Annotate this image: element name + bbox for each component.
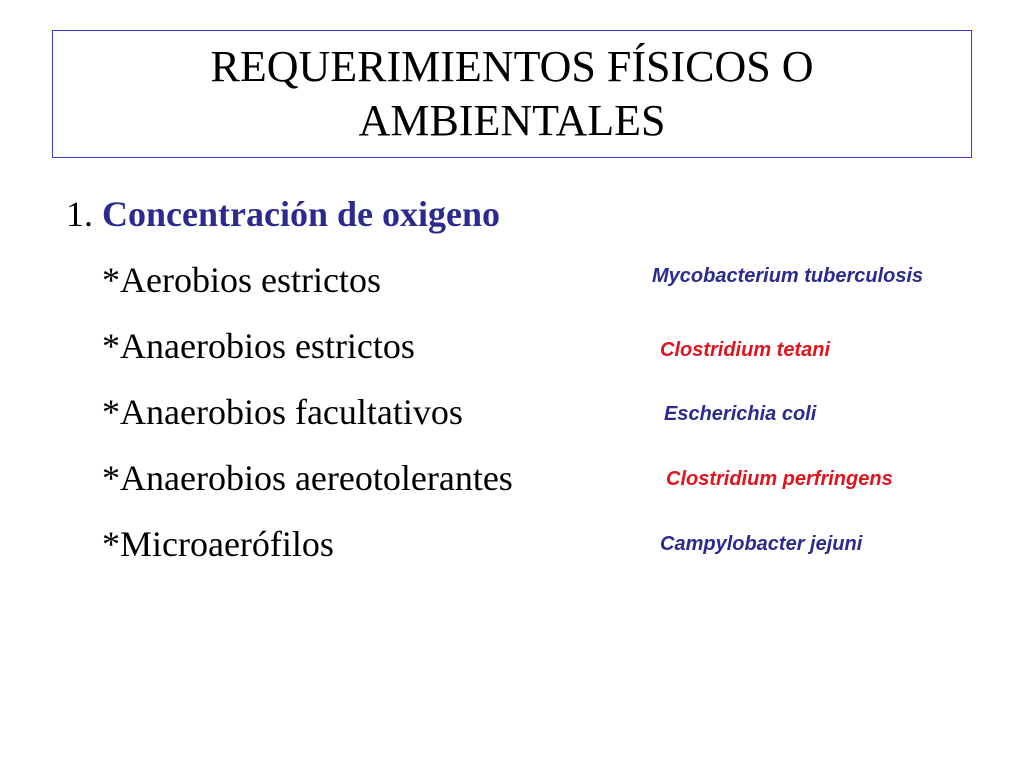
heading-label: Concentración de oxigeno (102, 194, 500, 234)
list-item-microaerofilos: *Microaerófilos (102, 524, 334, 564)
list-item-anaerobios-aereotolerantes: *Anaerobios aereotolerantes (102, 458, 513, 498)
section-heading (66, 192, 500, 236)
title-box (52, 30, 972, 158)
organism-example-1: Mycobacterium tuberculosis (652, 265, 924, 287)
organism-example-3: Escherichia coli (664, 403, 817, 425)
organism-example-5: Campylobacter jejuni (660, 533, 863, 555)
organism-example-4: Clostridium perfringens (666, 468, 893, 490)
title-line-2: AMBIENTALES (358, 96, 666, 145)
title-line-1: REQUERIMIENTOS FÍSICOS O (210, 42, 814, 91)
list-item-aerobios-estrictos: *Aerobios estrictos (102, 260, 381, 300)
organism-example-2: Clostridium tetani (660, 339, 831, 361)
slide-title (210, 40, 813, 148)
list-item-anaerobios-estrictos: *Anaerobios estrictos (102, 326, 415, 366)
heading-number: 1. (66, 194, 93, 234)
list-item-anaerobios-facultativos: *Anaerobios facultativos (102, 392, 463, 432)
